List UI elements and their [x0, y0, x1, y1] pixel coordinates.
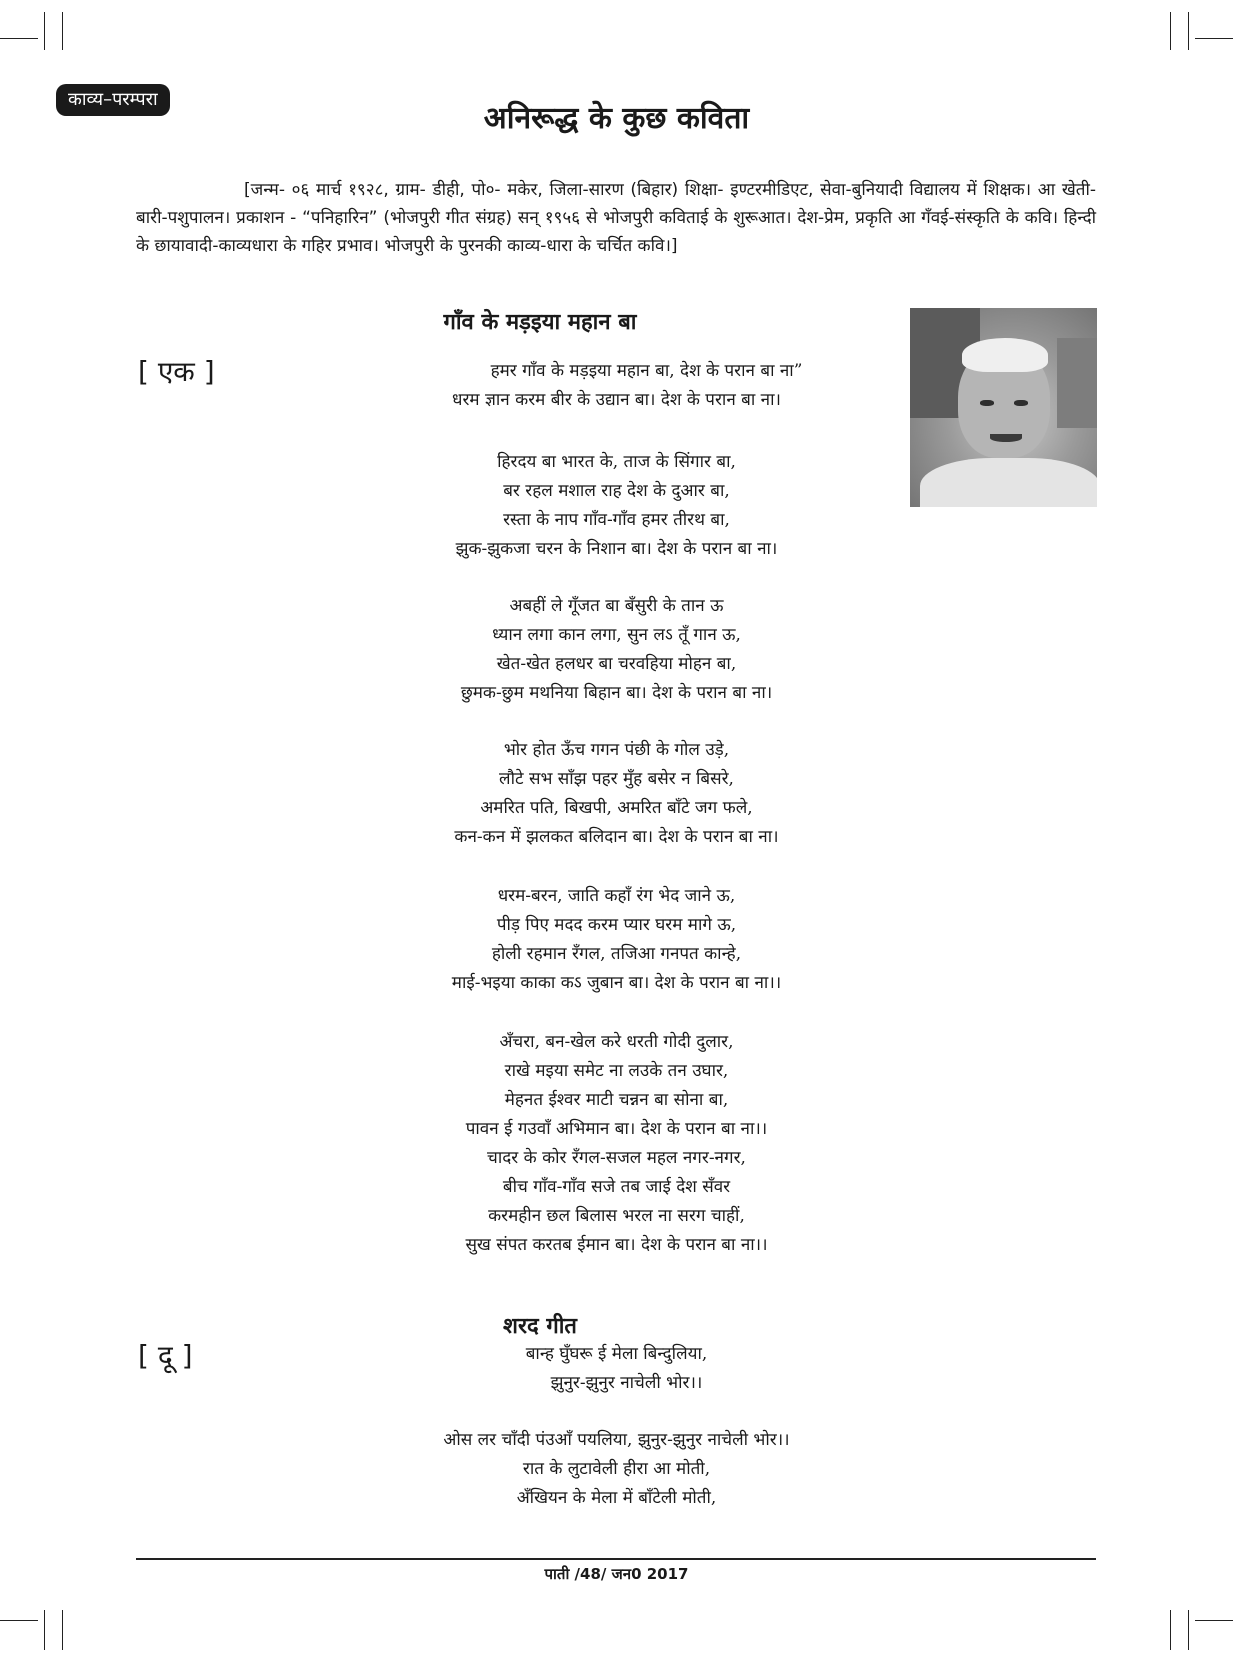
poem-number: [ एक ]	[138, 355, 215, 388]
poem-line: धरम-बरन, जाति कहाँ रंग भेद जाने ऊ,	[497, 886, 736, 906]
poem-title: गाँव के मड़इया महान बा	[443, 310, 637, 335]
poem-line: अँचरा, बन-खेल करे धरती गोदी दुलार,	[499, 1032, 734, 1052]
poem-line: रस्ता के नाप गाँव-गाँव हमर तीरथ बा,	[503, 510, 730, 530]
poem-line: कन-कन में झलकत बलिदान बा। देश के परान बा ना।	[454, 827, 779, 847]
poem-line: पावन ई गउवाँ अभिमान बा। देश के परान बा ना।।	[465, 1119, 768, 1139]
poem-number: [ दू ]	[138, 1339, 193, 1372]
poem-line: हमर गाँव के मड़इया महान बा, देश के परान बा ना”	[490, 361, 803, 381]
footer-rule	[136, 1558, 1096, 1560]
poem-line: मेहनत ईश्वर माटी चन्नन बा सोना बा,	[504, 1090, 729, 1110]
poem-line: बर रहल मशाल राह देश के दुआर बा,	[503, 481, 730, 501]
poem-line: ध्यान लगा कान लगा, सुन लऽ तूँ गान ऊ,	[492, 625, 741, 645]
poem-stanza	[0, 736, 1233, 852]
poem-stanza	[0, 448, 1233, 564]
poem-stanza	[0, 592, 1233, 708]
poem-line: होली रहमान रँगल, तजिआ गनपत कान्हे,	[491, 944, 742, 964]
poem-line: छुमक-छुम मथनिया बिहान बा। देश के परान बा ना।	[460, 683, 773, 703]
page-footer: पाती /48/ जन0 2017	[544, 1565, 689, 1583]
poem-line: रात के लुटावेली हीरा आ मोती,	[522, 1459, 711, 1479]
poem-line: धरम ज्ञान करम बीर के उद्यान बा। देश के परान बा ना।	[452, 390, 781, 410]
crop-mark	[1170, 12, 1171, 50]
page-title: अनिरूद्ध के कुछ कविता	[483, 101, 750, 136]
poem-line: बीच गाँव-गाँव सजे तब जाई देश सँवर	[502, 1177, 731, 1197]
crop-mark	[1188, 12, 1189, 50]
crop-mark	[0, 1620, 38, 1621]
poem-stanza	[0, 1426, 1233, 1513]
poem-line: अमरित पति, बिखपी, अमरित बाँटे जग फले,	[480, 798, 753, 818]
poem-line: माई-भइया काका कऽ जुबान बा। देश के परान बा ना।।	[451, 973, 782, 993]
crop-mark	[1195, 38, 1233, 39]
poem-title: शरद गीत	[503, 1314, 577, 1339]
poem-line: लौटे सभ साँझ पहर मुँह बसेर न बिसरे,	[499, 769, 734, 789]
poem-line: खेत-खेत हलधर बा चरवहिया मोहन बा,	[496, 654, 737, 674]
poem-line: झुनुर-झुनुर नाचेली भोर।।	[550, 1373, 703, 1393]
section-tag: काव्य–परम्परा	[56, 84, 170, 116]
poem-line: राखे मइया समेट ना लउके तन उघार,	[504, 1061, 729, 1081]
crop-mark	[62, 12, 63, 50]
poem-line: ओस लर चाँदी पंउआँ पयलिया, झुनुर-झुनुर नाचेली भोर।।	[443, 1430, 790, 1450]
crop-mark	[44, 12, 45, 50]
author-bio: [जन्म- ०६ मार्च १९२८, ग्राम- डीही, पो०- मकेर, जिला-सारण (बिहार) शिक्षा- इण्टरमीडिएट, सेवा-बुनियादी विद्यालय में शिक्षक। आ खेती-बारी-पशुपालन। प्रकाशन - “पनिहारिन” (भोजपुरी गीत संग्रह) सन् १९५६ से भोजपुरी कविताई के शुरूआत। देश-प्रेम, प्रकृति आ गँवई-संस्कृति के कवि। हिन्दी के छायावादी-काव्यधारा के गहिर प्रभाव। भोजपुरी के पुरनकी काव्य-धारा के चर्चित कवि।]	[136, 180, 1096, 256]
crop-mark	[44, 1610, 45, 1650]
crop-mark	[0, 38, 38, 39]
poem-line: सुख संपत करतब ईमान बा। देश के परान बा ना।।	[465, 1235, 768, 1255]
poem-line: हिरदय बा भारत के, ताज के सिंगार बा,	[497, 452, 736, 472]
poem-line: चादर के कोर रँगल-सजल महल नगर-नगर,	[487, 1148, 746, 1168]
poem-line: अँखियन के मेला में बाँटेली मोती,	[516, 1488, 717, 1508]
poem-line: करमहीन छल बिलास भरल ना सरग चाहीं,	[488, 1206, 745, 1226]
crop-mark	[1170, 1610, 1171, 1650]
poem-stanza	[0, 1028, 1233, 1260]
poem-stanza	[0, 1340, 1233, 1398]
poem-line: पीड़ पिए मदद करम प्यार घरम मागे ऊ,	[496, 915, 737, 935]
poem-line: अबहीं ले गूँजत बा बँसुरी के तान ऊ	[509, 596, 724, 616]
crop-mark	[62, 1610, 63, 1650]
poem-stanza	[0, 357, 1233, 415]
poem-stanza	[0, 882, 1233, 998]
poem-line: झुक-झुकजा चरन के निशान बा। देश के परान बा ना।	[455, 539, 778, 559]
crop-mark	[1195, 1620, 1233, 1621]
poem-line: भोर होत ऊँच गगन पंछी के गोल उड़े,	[503, 740, 730, 760]
poem-line: बान्ह घुँघरू ई मेला बिन्दुलिया,	[525, 1344, 708, 1364]
crop-mark	[1188, 1610, 1189, 1650]
